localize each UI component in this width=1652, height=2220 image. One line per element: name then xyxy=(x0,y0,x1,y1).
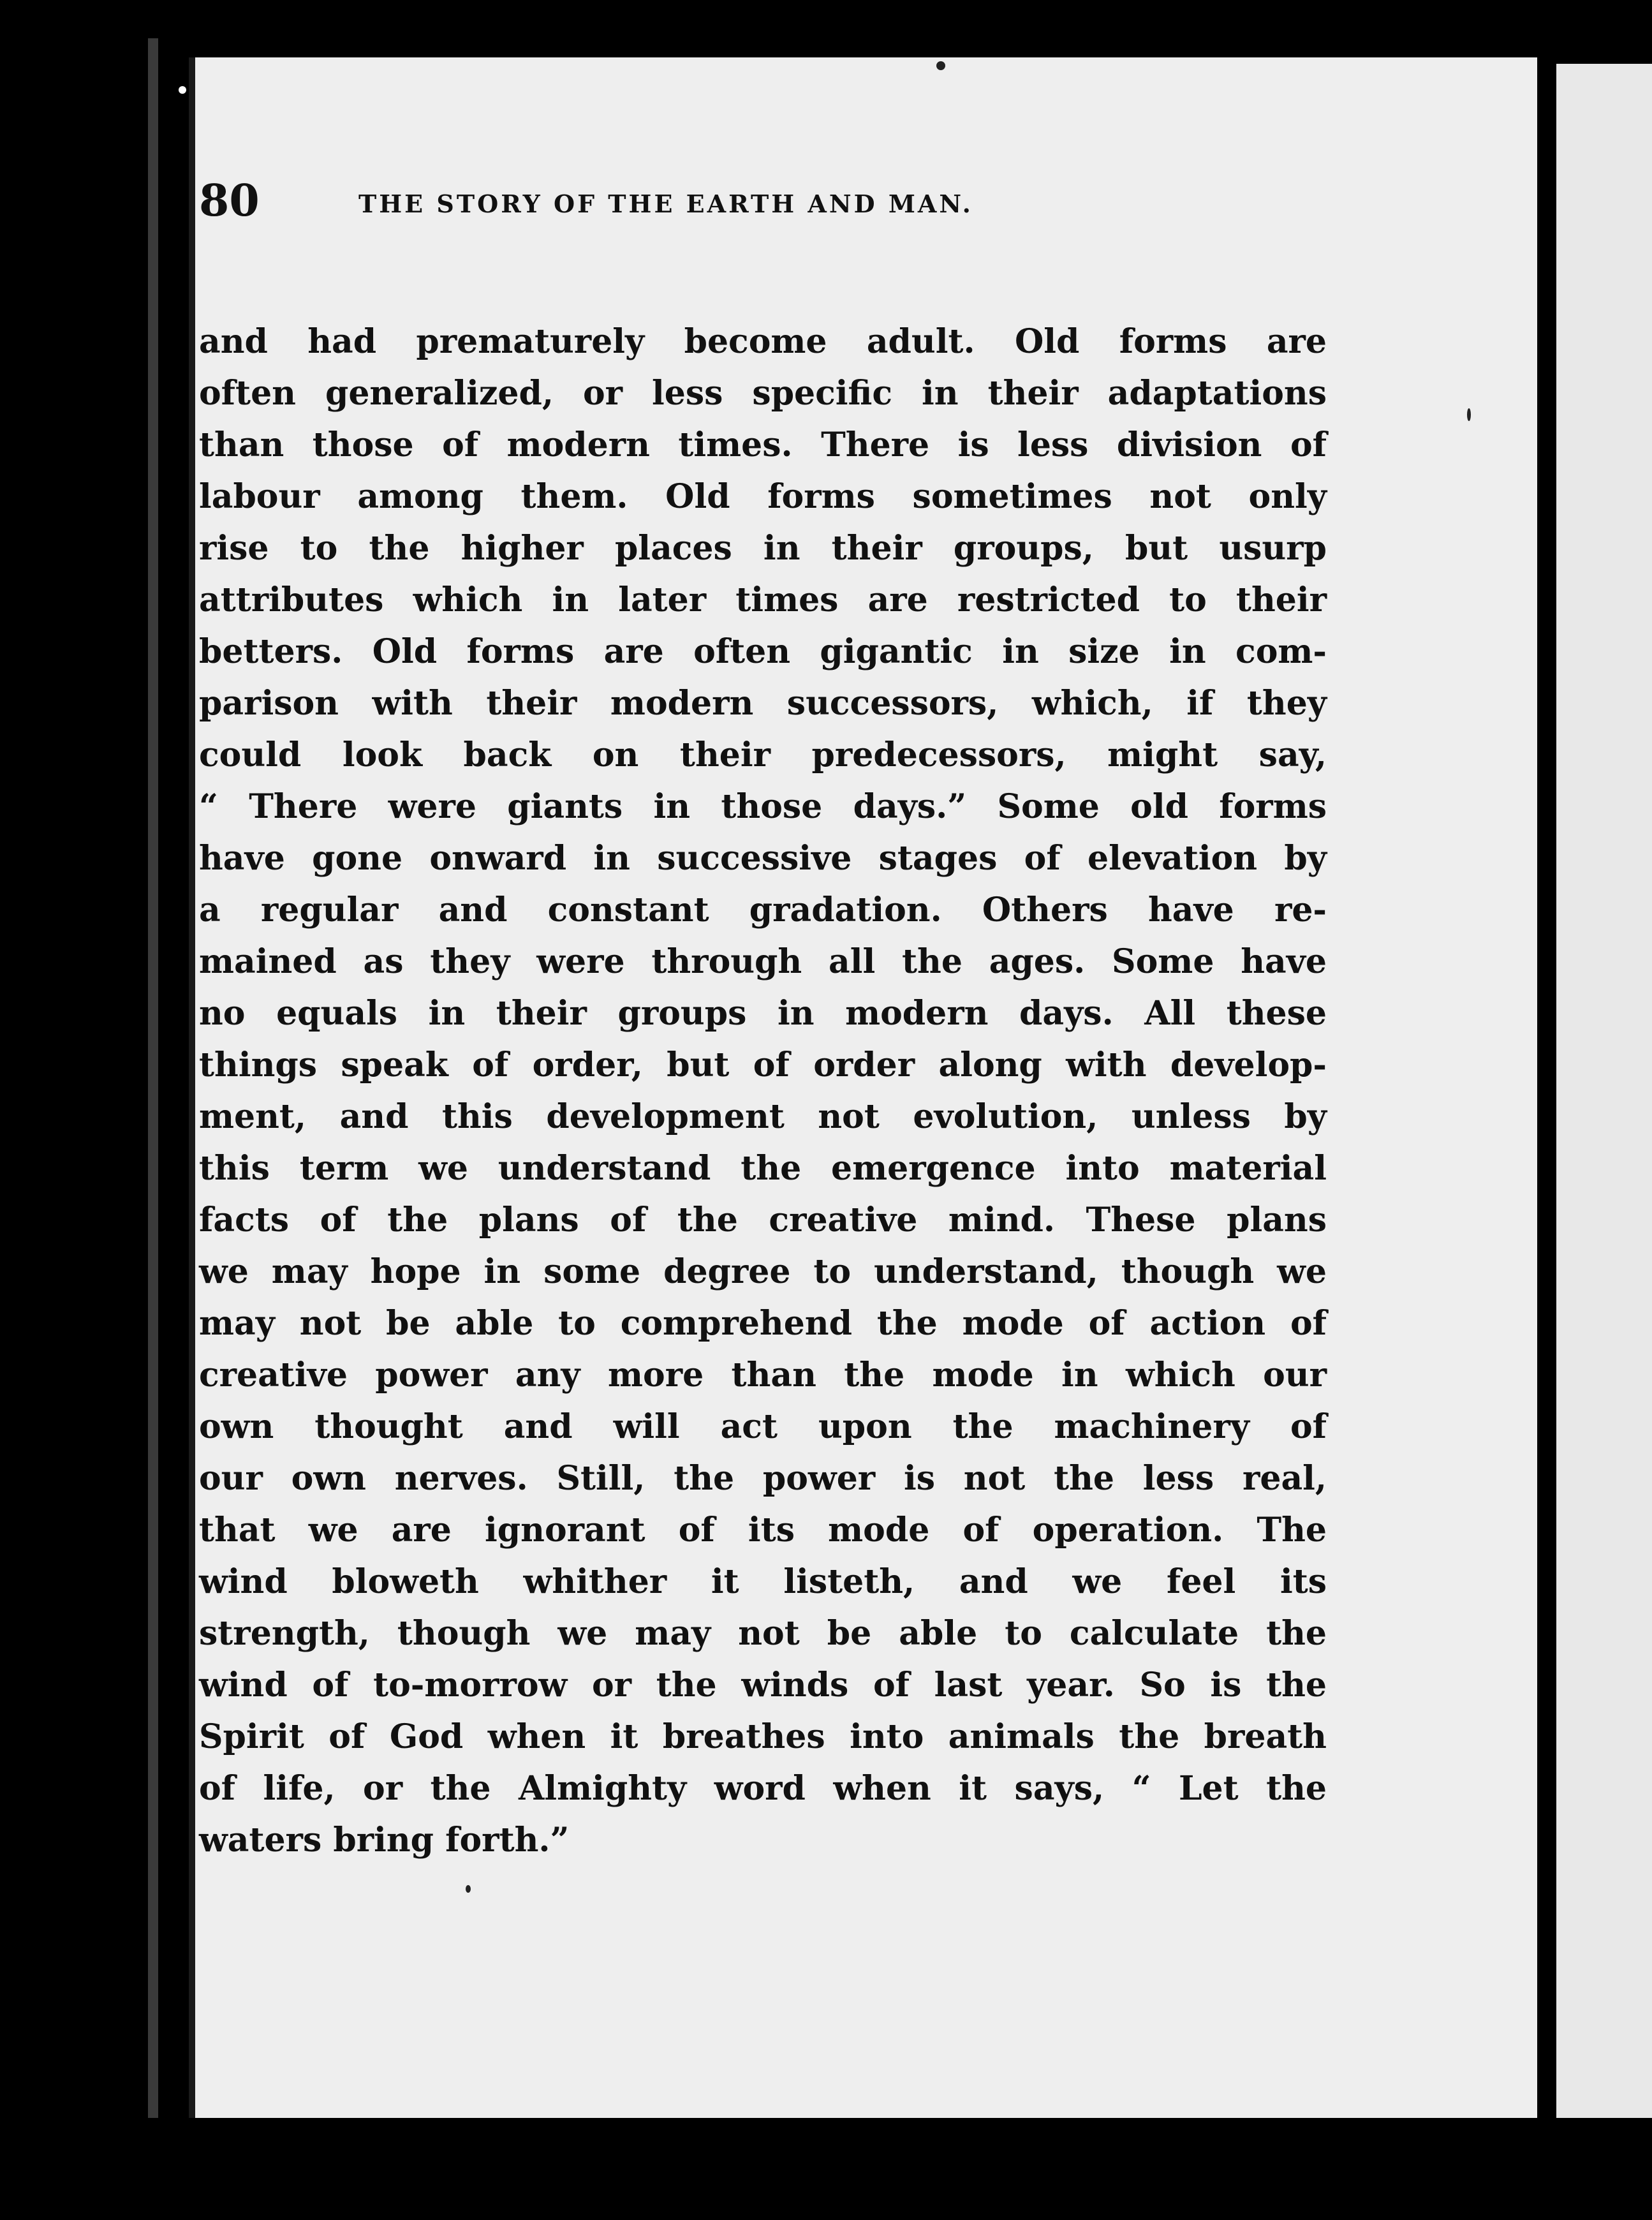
text-line: our own nerves. Still, the power is not the less real, xyxy=(199,1459,1327,1498)
text-line: labour among them. Old forms sometimes not only xyxy=(199,477,1327,516)
text-line: mained as they were through all the ages. Some have xyxy=(199,942,1327,981)
text-line: of life, or the Almighty word when it says, “ Let the xyxy=(199,1769,1327,1808)
text-line: this term we understand the emergence into material xyxy=(199,1149,1327,1188)
text-line: betters. Old forms are often gigantic in size in com- xyxy=(199,632,1327,671)
text-line: and had prematurely become adult. Old forms are xyxy=(199,322,1327,361)
adjacent-page-edge xyxy=(1556,64,1652,2118)
scan-speck xyxy=(936,61,945,70)
scan-speck xyxy=(179,86,186,94)
page-number: 80 xyxy=(199,175,260,226)
text-line: own thought and will act upon the machinery of xyxy=(199,1407,1327,1446)
text-line: rise to the higher places in their groups, but usurp xyxy=(199,529,1327,568)
text-line: Spirit of God when it breathes into animals the breath xyxy=(199,1717,1327,1756)
text-line: that we are ignorant of its mode of operation. The xyxy=(199,1511,1327,1550)
text-line: have gone onward in successive stages of elevation by xyxy=(199,839,1327,878)
text-line: than those of modern times. There is less division of xyxy=(199,426,1327,464)
text-line: waters bring forth.” xyxy=(199,1821,570,1860)
text-line: could look back on their predecessors, might say, xyxy=(199,736,1327,774)
body-paragraph xyxy=(199,316,1327,1866)
binding-edge xyxy=(148,38,158,2118)
text-line: we may hope in some degree to understand, though we xyxy=(199,1252,1327,1291)
text-line: creative power any more than the mode in which our xyxy=(199,1356,1327,1395)
text-line: a regular and constant gradation. Others have re- xyxy=(199,891,1327,929)
text-line: wind bloweth whither it listeth, and we feel its xyxy=(199,1562,1327,1601)
text-line: facts of the plans of the creative mind. These plans xyxy=(199,1201,1327,1240)
page-header xyxy=(199,166,1194,236)
text-line: may not be able to comprehend the mode of action of xyxy=(199,1304,1327,1343)
text-line: attributes which in later times are restricted to their xyxy=(199,581,1327,619)
text-line: strength, though we may not be able to calculate the xyxy=(199,1614,1327,1653)
running-head: THE STORY OF THE EARTH AND MAN. xyxy=(358,189,973,218)
text-line: “ There were giants in those days.” Some old forms xyxy=(199,787,1327,826)
text-line: wind of to-morrow or the winds of last year. So is the xyxy=(199,1666,1327,1705)
scan-speck xyxy=(1467,408,1471,421)
text-line: parison with their modern successors, which, if they xyxy=(199,684,1327,723)
text-line: often generalized, or less specific in their adaptations xyxy=(199,374,1327,413)
text-line: ment, and this development not evolution, unless by xyxy=(199,1097,1327,1136)
text-line: things speak of order, but of order along with develop- xyxy=(199,1046,1327,1084)
scan-speck xyxy=(466,1885,471,1893)
text-line: no equals in their groups in modern days. All these xyxy=(199,994,1327,1033)
